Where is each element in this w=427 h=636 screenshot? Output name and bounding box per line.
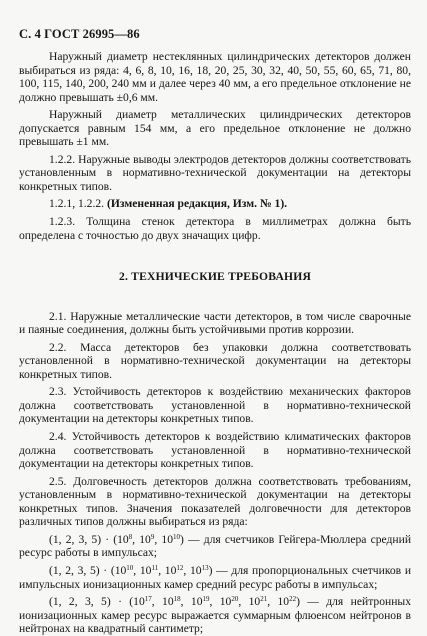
power-of-ten: $10^{18}$ (162, 595, 181, 609)
amendment-text: (Измененная редакция, Изм. № 1). (106, 197, 288, 211)
section-title: 2. ТЕХНИЧЕСКИЕ ТРЕБОВАНИЯ (118, 270, 312, 284)
series-prefix: (1, 2, 3, 5) · ( (49, 595, 134, 609)
document-body (19, 50, 411, 636)
paragraph-2-4: 2.4. Устойчивость детекторов к воздействию климатических факторов должна соответствовать установленной в нормативно-технической документации на детекторы конкретных типов. (19, 430, 411, 471)
exponent: 20 (231, 595, 239, 604)
amendment-ref: 1.2.1, 1.2.2. (49, 197, 105, 211)
series-suffix: ) — для пропорциональных счетчиков и импульсных ионизационных камер средний ресурс работы в импульсах; (19, 563, 412, 591)
series-prefix: (1, 2, 3, 5) · ( (49, 563, 115, 577)
series-proportional: (1, 2, 3, $5) \cdot (10^{10}$, $10^{11}$, $10^{12}$, $10^{13}$) — для пропорциональных счетчиков и импульсных ионизационных камер средний ресурс работы в импульсах; (19, 563, 412, 591)
power-of-ten: $10^{17}$ (133, 595, 152, 609)
exponent: 10 (126, 563, 134, 572)
power-of-ten: $10^{21}$ (248, 595, 268, 609)
power-of-ten: $10^{12}$ (164, 563, 184, 577)
power-of-ten: $10^8$ (117, 532, 133, 546)
paragraph-2-5: 2.5. Долговечность детекторов должна соответствовать требованиям, установленным в нормативно-технической документации на детекторы конкретных типов. Значения показателей долговечности для детекторов различных типов должны выбираться из ряда: (19, 474, 411, 529)
amendment-note (19, 197, 411, 211)
exponent: 18 (173, 595, 181, 604)
exponent: 19 (202, 595, 210, 604)
paragraph-1-2-2: 1.2.2. Наружные выводы электродов детекторов должны соответствовать установленным в нормативно-технической документации на детекторы конкретных типов. (19, 152, 411, 193)
power-of-ten: $10^{11}$ (139, 563, 159, 577)
power-of-ten: $10^9$ (139, 532, 155, 546)
page-header: С. 4 ГОСТ 26995—86 (19, 27, 140, 41)
exponent: 8 (128, 532, 133, 541)
exponent: 12 (176, 563, 184, 572)
power-of-ten: $10^{10}$ (114, 563, 134, 577)
power-of-ten: $10^{10}$ (161, 532, 180, 546)
paragraph-1-2-3: 1.2.3. Толщина стенок детектора в миллиметрах должна быть определена с точностью до двух значащих цифр. (19, 215, 411, 242)
paragraph-2-3: 2.3. Устойчивость детекторов к воздействию механических факторов должна соответствовать установленной в нормативно-технической документации на детекторы конкретных типов. (19, 385, 411, 426)
series-neutron: (1, 2, 3, $5) \cdot (10^{17}$, $10^{18}$, $10^{19}$, $10^{20}$, $10^{21}$, $10^{22}$) — для нейтронных ионизационных камер ресурс выражается суммарным флюенсом нейтронов в нейтронах на квадратный сантиметр; (19, 595, 411, 636)
exponent: 21 (260, 595, 268, 604)
series-suffix: ) — для нейтронных ионизационных камер ресурс выражается суммарным флюенсом нейтронов в нейтронах на квадратный сантиметр; (19, 595, 411, 636)
exponent: 13 (201, 563, 209, 572)
series-geiger: (1, 2, 3, $5) \cdot (10^8$, $10^9$, $10^{10}$) — для счетчиков Гейгера-Мюллера средний ресурс работы в импульсах; (19, 532, 412, 560)
series-prefix: (1, 2, 3, 5) · ( (49, 532, 118, 546)
series-suffix: ) — для счетчиков Гейгера-Мюллера средний ресурс работы в импульсах; (19, 532, 412, 560)
exponent: 10 (172, 532, 180, 541)
paragraph-diameter-nonglass: Наружный диаметр нестеклянных цилиндрических детекторов должен выбираться из ряда: 4, 6, 8, 10, 16, 18, 20, 25, 30, 32, 40, 50, 55, 60, 65, 71, 80, 100, 115, 140, 200, 240 мм и далее через 40 мм, а его предельное отклонение не должно превышать ±0,6 мм. (19, 50, 411, 104)
power-of-ten: $10^{19}$ (190, 595, 210, 609)
power-of-ten: $10^{22}$ (277, 595, 297, 609)
paragraph-diameter-metal: Наружный диаметр металлических цилиндрических детекторов допускается равным 154 мм, а его предельное отклонение не должно превышать ±1 мм. (19, 108, 411, 149)
paragraph-2-2: 2.2. Масса детекторов без упаковки должна соответствовать установленной в нормативно-технической документации на детекторы конкретных типов. (19, 340, 411, 381)
exponent: 17 (144, 595, 152, 604)
exponent: 9 (150, 532, 155, 541)
power-of-ten: $10^{20}$ (219, 595, 239, 609)
power-of-ten: $10^{13}$ (189, 563, 209, 577)
paragraph-2-1: 2.1. Наружные металлические части детекторов, в том числе сварочные и паяные соединения, должны быть устойчивыми против коррозии. (19, 309, 411, 337)
exponent: 22 (289, 595, 297, 604)
exponent: 11 (151, 563, 159, 572)
